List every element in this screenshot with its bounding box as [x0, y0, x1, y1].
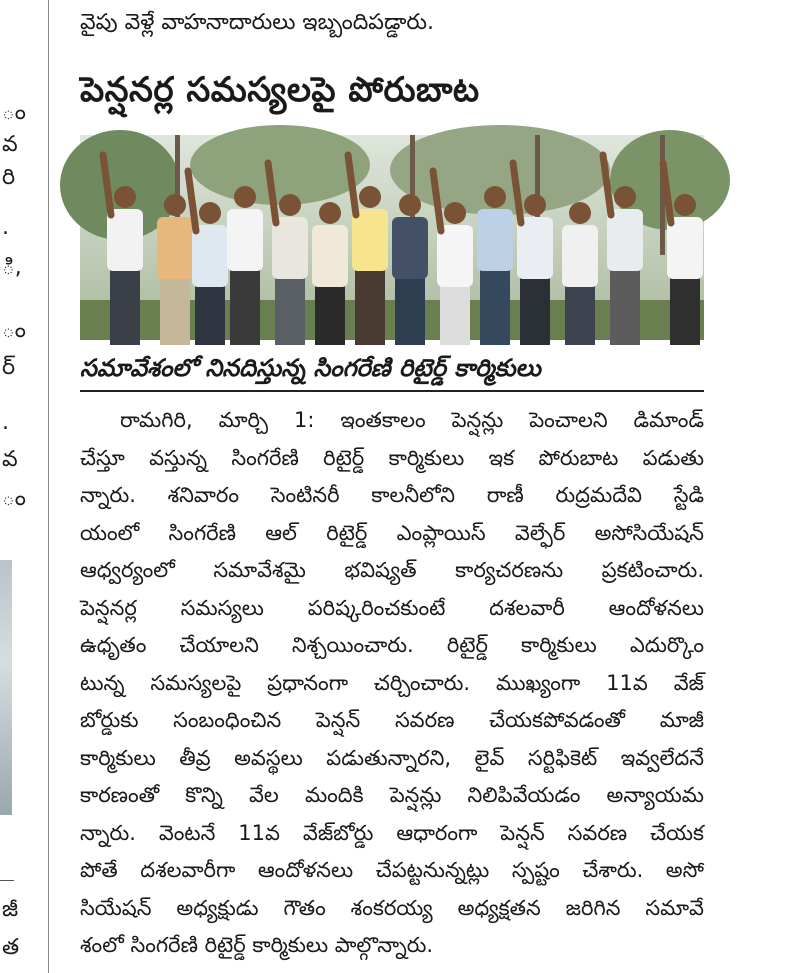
left-column-text-fragment: రి — [2, 165, 16, 190]
left-column-text-fragment: ం — [2, 318, 26, 343]
left-column-text-fragment: త — [2, 935, 20, 960]
article-body — [80, 402, 704, 965]
left-column-text-fragment: ం — [2, 486, 26, 511]
article-body-line: బోర్డుకు సంబంధించిన పెన్షన్ సవరణ చేయకపోవడంతో మాజీ — [80, 708, 704, 732]
photo-caption: సమావేశంలో నినదిస్తున్న సింగరేణి రిటైర్డ్ కార్మికులు — [80, 346, 704, 392]
left-column-text-fragment: జీ — [2, 897, 19, 922]
photo-person — [227, 186, 263, 345]
left-column-fragment — [0, 0, 48, 973]
left-photo-fragment — [0, 560, 12, 815]
article-body-line: పెన్షనర్ల సమస్యలు పరిష్కరించకుంటే దశలవారీ ఆందోళనలు — [80, 595, 704, 620]
previous-article-line: వైపు వెళ్లే వాహనాదారులు ఇబ్బందిపడ్డారు. — [80, 10, 435, 35]
article-body-line: యంలో సింగరేణి ఆల్ రిటైర్డ్ ఎంప్లాయిస్ వెల్ఫేర్ అసోసియేషన్ — [80, 520, 704, 545]
article-body-line: శంలో సింగరేణి రిటైర్డ్ కార్మికులు పాల్గొన్నారు. — [80, 933, 434, 957]
left-column-text-fragment: ం — [2, 100, 26, 125]
article-body-line: ఉధృతం చేయాలని నిశ్చయించారు. రిటైర్డ్ కార్మికులు ఎదుర్కొం — [80, 633, 704, 657]
article-body-line: రామగిరి, మార్చి 1: ఇంతకాలం పెన్షన్లు పెంచాలని డిమాండ్ — [120, 408, 704, 432]
article-body-line: న్నారు. శనివారం సెంటినరీ కాలనీలోని రాణీ రుద్రమదేవి స్టేడి — [80, 483, 704, 507]
article-photo — [80, 135, 704, 340]
column-rule — [48, 0, 49, 973]
article-body-line: ఆధ్వర్యంలో సమావేశమై భవిష్యత్ కార్యచరణను ప్రకటించారు. — [80, 558, 704, 582]
article-body-line: పోతే దశలవారీగా ఆందోళనలు చేపట్టనున్నట్లు స్పష్టం చేశారు. అసో — [80, 858, 704, 882]
previous-article-tail — [80, 0, 710, 40]
left-column-text-fragment: వ — [2, 447, 18, 472]
left-column-text-fragment: ి, — [2, 255, 22, 280]
article-body-line: న్నారు. వెంటనే 11వ వేజ్‌బోర్డు ఆధారంగా పెన్షన్ సవరణ చేయక — [80, 820, 704, 845]
left-divider — [0, 880, 14, 881]
left-column-text-fragment: . — [2, 410, 9, 435]
left-column-text-fragment: ర్ — [2, 355, 16, 380]
article-body-line: టున్న సమస్యలపై ప్రధానంగా చర్చించారు. ముఖ్యంగా 11వ వేజ్ — [80, 670, 704, 695]
article-body-line: చేస్తూ వస్తున్న సింగరేణి రిటైర్డ్ కార్మికులు ఇక పోరుబాట పడుతు — [80, 445, 704, 470]
article-body-line: కార్మికులు తీవ్ర అవస్థలు పడుతున్నారని, లైవ్ సర్టిఫికెట్ ఇవ్వలేదనే — [80, 745, 704, 770]
left-column-text-fragment: . — [2, 215, 9, 240]
group-photo-illustration — [80, 135, 704, 340]
article-headline: పెన్షనర్ల సమస్యలపై పోరుబాట — [80, 70, 480, 110]
article-body-line: సియేషన్ అధ్యక్షుడు గౌతం శంకరయ్య అధ్యక్షతన జరిగిన సమావే — [80, 895, 704, 920]
article-body-line: కారణంతో కొన్ని వేల మందికి పెన్షన్లు నిలిపివేయడం అన్యాయమ — [80, 783, 704, 807]
photo-person — [477, 186, 513, 345]
left-column-text-fragment: వ — [2, 132, 18, 157]
